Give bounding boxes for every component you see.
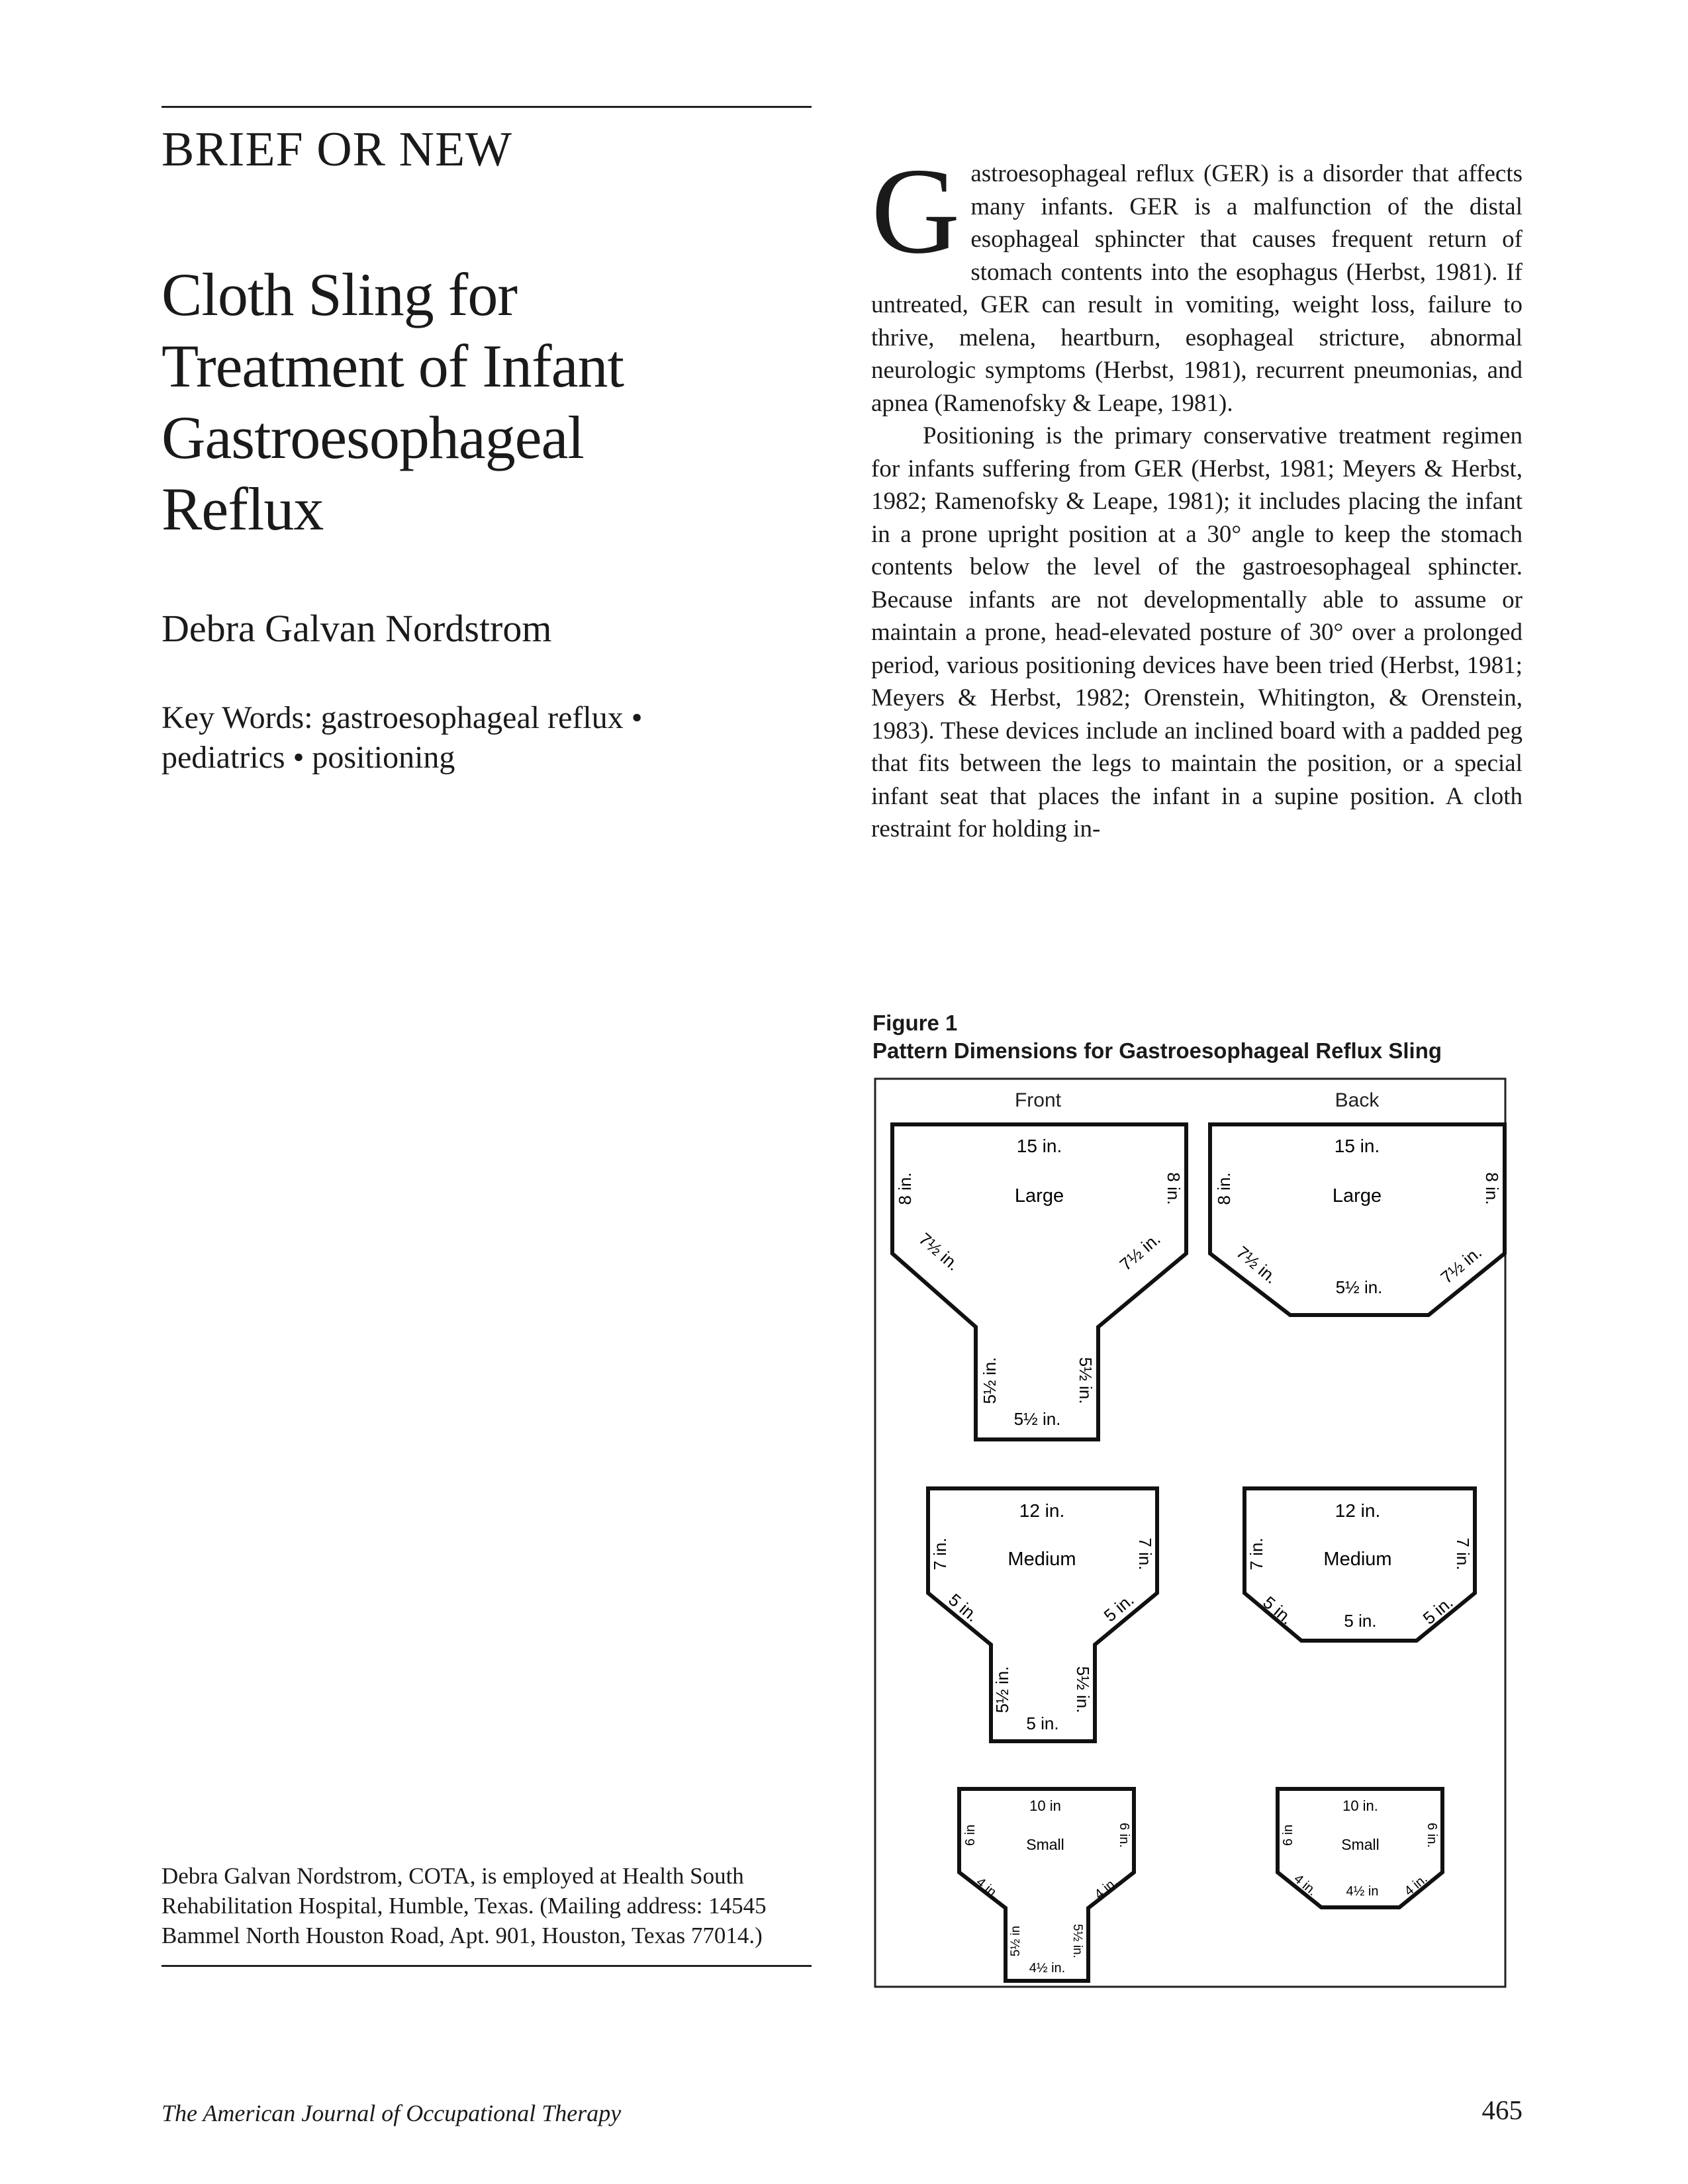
journal-name: The American Journal of Occupational Therapy	[162, 2100, 622, 2126]
top-rule	[162, 106, 812, 108]
drop-cap: G	[871, 143, 961, 279]
dim-side-right: 7 in.	[1135, 1537, 1155, 1570]
dim-tab-right: 5½ in.	[1070, 1924, 1084, 1958]
key-words-line: Key Words: gastroesophageal reflux •	[162, 700, 643, 735]
dim-diag-right: 4 in.	[1401, 1871, 1430, 1899]
large-front-pattern	[892, 1124, 1186, 1439]
dim-top: 10 in	[1029, 1797, 1061, 1814]
dim-diag-left: 4 in.	[1291, 1871, 1320, 1899]
author-note	[162, 1861, 812, 1967]
dim-diag-right: 5 in.	[1100, 1589, 1138, 1626]
back-label: Back	[1335, 1089, 1380, 1111]
dim-side-right: 8 in.	[1482, 1172, 1502, 1205]
dim-side-left: 7 in.	[1246, 1537, 1266, 1570]
dim-side-right: 8 in.	[1164, 1172, 1184, 1205]
article-title	[162, 259, 812, 545]
medium-front-pattern	[928, 1488, 1157, 1741]
title-line: Treatment of Infant	[162, 332, 624, 400]
dim-diag-left: 5 in.	[1259, 1592, 1297, 1629]
key-words	[162, 698, 812, 778]
pattern-size: Large	[1014, 1185, 1064, 1206]
figure-caption: Pattern Dimensions for Gastroesophageal Reflux Sling	[872, 1038, 1442, 1063]
author-name: Debra Galvan Nordstrom	[162, 607, 552, 650]
dim-side-left: 6 in	[1281, 1824, 1295, 1846]
dim-top: 12 in.	[1019, 1500, 1065, 1521]
dim-tab-bottom: 5½ in.	[1013, 1409, 1061, 1429]
pattern-size: Small	[1026, 1836, 1064, 1853]
bottom-rule	[162, 1965, 812, 1967]
dim-diag-right: 7½ in.	[1115, 1228, 1164, 1275]
pattern-size: Small	[1341, 1836, 1380, 1853]
author-affiliation: Debra Galvan Nordstrom, COTA, is employed at Health South Rehabilitation Hospital, Humble, Texas. (Mailing address: 14545 Bammel North Houston Road, Apt. 901, Houston, Texas 77014.)	[162, 1863, 767, 1948]
front-label: Front	[1014, 1089, 1062, 1111]
dim-diag-right: 5 in.	[1419, 1592, 1457, 1629]
dim-tab-left: 5½ in	[1009, 1925, 1023, 1957]
dim-tab-bottom: 4½ in.	[1029, 1961, 1066, 1976]
dim-side-left: 6 in	[963, 1824, 978, 1846]
dim-bottom: 4½ in	[1346, 1884, 1379, 1899]
pattern-outline	[892, 1124, 1186, 1439]
dim-diag-right: 4 in.	[1092, 1874, 1121, 1902]
dim-side-right: 6 in.	[1425, 1823, 1439, 1848]
dim-bottom: 5 in.	[1344, 1611, 1377, 1631]
dim-side-left: 8 in.	[895, 1172, 915, 1205]
title-line: Reflux	[162, 475, 324, 543]
dim-tab-right: 5½ in.	[1076, 1357, 1096, 1404]
figure-frame	[875, 1079, 1505, 1987]
dim-tab-left: 5½ in.	[992, 1666, 1012, 1713]
left-column	[162, 106, 812, 778]
pattern-size: Medium	[1008, 1549, 1076, 1570]
dim-diag-left: 7½ in.	[915, 1228, 964, 1275]
figure-label: Figure 1	[872, 1011, 958, 1035]
dim-side-left: 8 in.	[1214, 1172, 1234, 1205]
dim-side-right: 7 in.	[1453, 1537, 1473, 1570]
title-line: Cloth Sling for	[162, 261, 518, 328]
small-back-pattern	[1278, 1789, 1442, 1907]
dim-top: 15 in.	[1334, 1136, 1380, 1156]
pattern-diagram	[872, 1077, 1523, 1991]
paragraph-2: Positioning is the primary conservative treatment regimen for infants suffering from GER (Herbst, 1981; Meyers & Herbst, 1982; Ramenofsky & Leape, 1981); it includes placing the infant in a prone upright position at a 30° angle to keep the stomach contents below the level of the gastroesophageal sphincter. Because infants are not developmentally able to assume or maintain a prone, head-elevated posture of 30° over a prolonged period, various positioning devices have been tried (Herbst, 1981; Meyers & Herbst, 1982; Orenstein, Whitington, & Orenstein, 1983). These devices include an inclined board with a padded peg that fits between the legs to maintain the position, or a special infant seat that places the infant in a supine position. A cloth restraint for holding in-	[871, 422, 1523, 842]
large-back-pattern	[1210, 1124, 1505, 1315]
dim-side-left: 7 in.	[930, 1537, 950, 1570]
dim-diag-left: 5 in.	[945, 1589, 983, 1626]
title-line: Gastroesophageal	[162, 404, 584, 471]
small-front-pattern	[959, 1789, 1134, 1981]
dim-tab-right: 5½ in.	[1073, 1666, 1093, 1713]
page-number: 465	[1481, 2095, 1523, 2125]
dim-side-right: 6 in.	[1117, 1823, 1131, 1848]
paragraph-1-text: astroesophageal reflux (GER) is a disorder that affects many infants. GER is a malfunction of the distal esophageal sphincter that causes frequent return of stomach contents into the esophagus (Herbst, 1981). If untreated, GER can result in vomiting, weight loss, failure to thrive, melena, heartburn, esophageal stricture, abnormal neurologic symptoms (Herbst, 1981), recurrent pneumonias, and apnea (Ramenofsky & Leape, 1981).	[871, 160, 1523, 417]
dim-tab-bottom: 5 in.	[1026, 1713, 1059, 1733]
dim-tab-left: 5½ in.	[980, 1357, 1000, 1404]
key-words-line: pediatrics • positioning	[162, 740, 455, 775]
body-column	[871, 143, 1523, 846]
dim-top: 12 in.	[1335, 1500, 1381, 1521]
dim-diag-right: 7½ in.	[1436, 1242, 1485, 1288]
medium-back-pattern	[1244, 1488, 1475, 1641]
figure-1	[872, 1009, 1523, 1976]
dim-diag-left: 7½ in.	[1233, 1242, 1282, 1288]
dim-diag-left: 4 in.	[973, 1874, 1002, 1902]
dim-top: 15 in.	[1016, 1136, 1062, 1156]
dim-top: 10 in.	[1342, 1797, 1378, 1814]
dim-bottom: 5½ in.	[1335, 1277, 1383, 1297]
paragraph-1	[871, 143, 1523, 420]
pattern-size: Medium	[1323, 1549, 1392, 1570]
pattern-size: Large	[1332, 1185, 1382, 1206]
section-label: BRIEF OR NEW	[162, 122, 512, 177]
